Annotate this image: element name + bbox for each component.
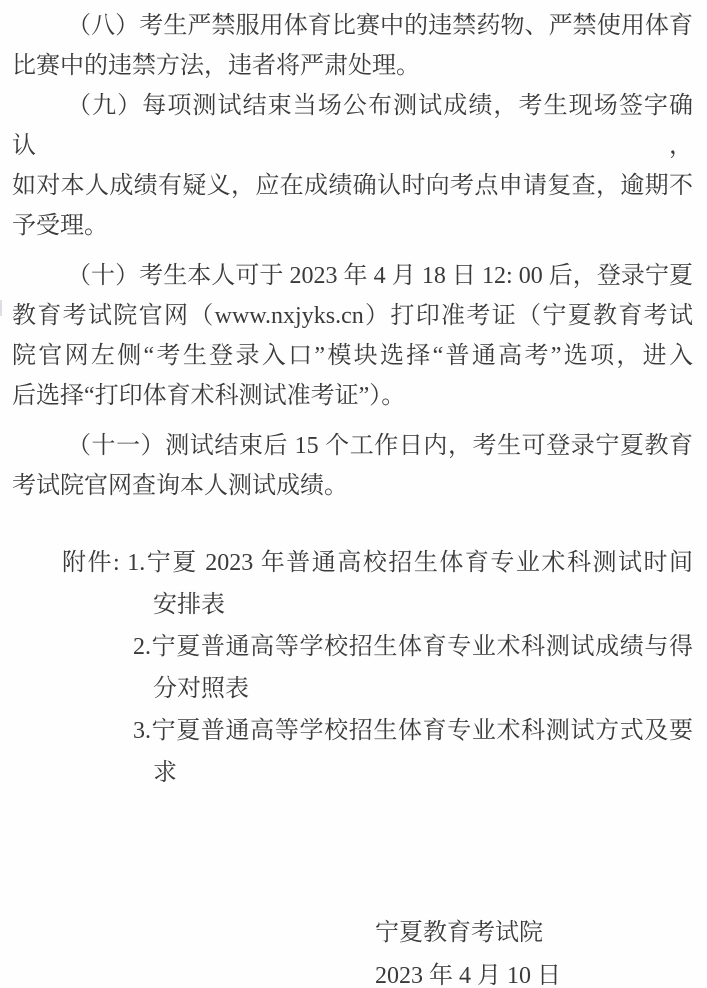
attachments-list: [12, 542, 693, 794]
body-line: 后选择“打印体育术科测试准考证”）。: [12, 383, 406, 409]
body-line: 予受理。: [12, 213, 108, 239]
signature-org: 宁夏教育考试院: [375, 920, 543, 946]
body-line: 教育考试院官网（www.nxjyks.cn）打印准考证（宁夏教育考试: [12, 303, 693, 329]
attachment-line: 附件: 1.宁夏 2023 年普通高校招生体育专业术科测试时间: [62, 550, 693, 576]
attachment-line: 分对照表: [153, 676, 249, 702]
body-line: 院官网左侧“考生登录入口”模块选择“普通高考”选项，进入: [12, 343, 693, 369]
body-line: （十）考生本人可于 2023 年 4 月 18 日 12: 00 后，登录宁夏: [67, 263, 693, 289]
body-line: （九）每项测试结束当场公布测试成绩，考生现场签字确认，: [12, 93, 693, 159]
attachment-line: 求: [153, 760, 177, 786]
signature-date: 2023 年 4 月 10 日: [375, 963, 561, 988]
body-line: 如对本人成绩有疑义，应在成绩确认时向考点申请复查，逾期不: [12, 173, 693, 199]
body-line: 比赛中的违禁方法，违者将严肃处理。: [12, 53, 420, 79]
body-line: （八）考生严禁服用体育比赛中的违禁药物、严禁使用体育: [67, 13, 693, 39]
body-line: 考试院官网查询本人测试成绩。: [12, 473, 348, 499]
document-body: [12, 6, 693, 506]
attachment-line: 3.宁夏普通高等学校招生体育专业术科测试方式及要: [133, 718, 693, 744]
attachment-line: 安排表: [153, 592, 225, 618]
signature-block: [12, 912, 693, 988]
body-line: （十一）测试结束后 15 个工作日内，考生可登录宁夏教育: [67, 433, 693, 459]
attachment-line: 2.宁夏普通高等学校招生体育专业术科测试成绩与得: [133, 634, 693, 660]
scan-artifact: [0, 300, 2, 316]
